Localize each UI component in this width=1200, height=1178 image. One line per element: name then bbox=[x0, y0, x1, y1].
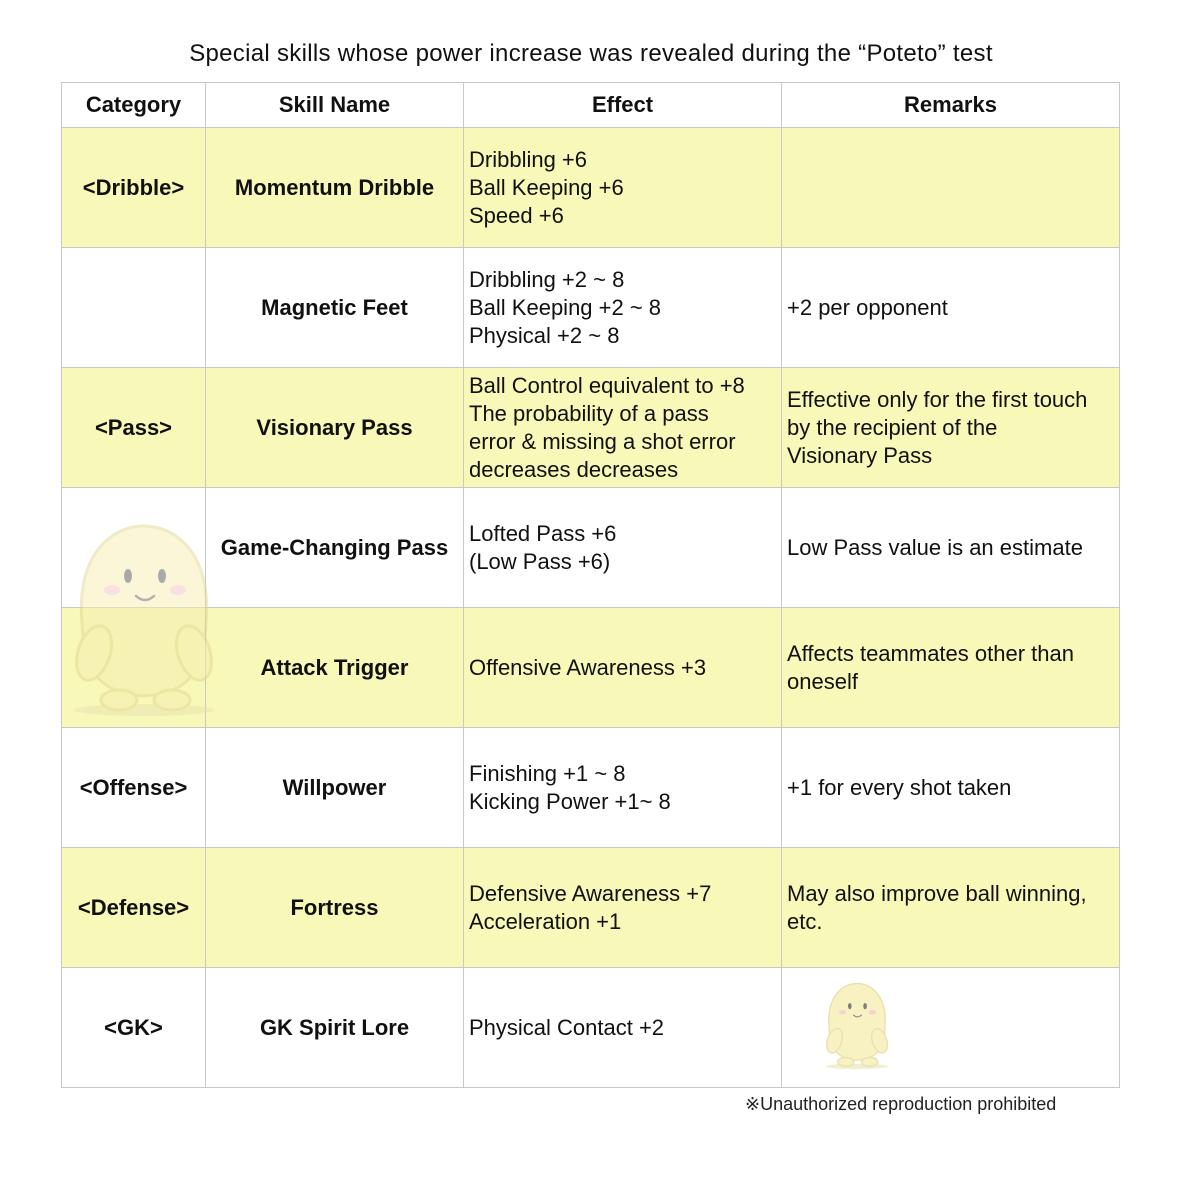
remarks-line: Visionary Pass bbox=[787, 442, 933, 468]
effect-line: Dribbling +6 bbox=[469, 146, 588, 172]
effect-line: Physical +2 ~ 8 bbox=[469, 322, 620, 348]
effect-line: Finishing +1 ~ 8 bbox=[469, 760, 626, 786]
effect-line: Speed +6 bbox=[469, 202, 564, 228]
remarks-line: Affects teammates other than bbox=[787, 640, 1074, 666]
effect-cell bbox=[464, 368, 782, 488]
table-row bbox=[62, 848, 1120, 968]
effect-line: The probability of a pass bbox=[469, 400, 709, 426]
skill-name-cell: Magnetic Feet bbox=[206, 248, 464, 368]
remarks-cell bbox=[782, 728, 1120, 848]
remarks-line: Effective only for the first touch bbox=[787, 386, 1088, 412]
header-skill-name: Skill Name bbox=[206, 83, 464, 128]
effect-line: Ball Keeping +2 ~ 8 bbox=[469, 294, 662, 320]
table-row bbox=[62, 488, 1120, 608]
effect-line: (Low Pass +6) bbox=[469, 548, 611, 574]
skill-name-cell: Attack Trigger bbox=[206, 608, 464, 728]
remarks-line: +2 per opponent bbox=[787, 294, 948, 320]
header-row bbox=[62, 83, 1120, 128]
effect-cell bbox=[464, 128, 782, 248]
skill-name-cell: Game-Changing Pass bbox=[206, 488, 464, 608]
effect-line: Physical Contact +2 bbox=[469, 1014, 665, 1040]
remarks-line: by the recipient of the bbox=[787, 414, 998, 440]
effect-line: Offensive Awareness +3 bbox=[469, 654, 707, 680]
table-row bbox=[62, 368, 1120, 488]
category-cell: <GK> bbox=[62, 968, 206, 1088]
effect-line: Defensive Awareness +7 bbox=[469, 880, 712, 906]
effect-line: Acceleration +1 bbox=[469, 908, 622, 934]
effect-line: decreases decreases bbox=[469, 456, 679, 482]
remarks-cell bbox=[782, 128, 1120, 248]
skill-name-cell: Momentum Dribble bbox=[206, 128, 464, 248]
effect-cell bbox=[464, 488, 782, 608]
remarks-cell bbox=[782, 488, 1120, 608]
effect-line: Dribbling +2 ~ 8 bbox=[469, 266, 625, 292]
category-cell bbox=[62, 248, 206, 368]
effect-line: Ball Control equivalent to +8 bbox=[469, 372, 745, 398]
table-row bbox=[62, 968, 1120, 1088]
effect-line: Lofted Pass +6 bbox=[469, 520, 617, 546]
table-row bbox=[62, 248, 1120, 368]
skill-name-cell: GK Spirit Lore bbox=[206, 968, 464, 1088]
remarks-cell bbox=[782, 848, 1120, 968]
remarks-line: Low Pass value is an estimate bbox=[787, 534, 1083, 560]
table-row bbox=[62, 608, 1120, 728]
effect-cell bbox=[464, 968, 782, 1088]
effect-cell bbox=[464, 248, 782, 368]
category-cell: <Pass> bbox=[62, 368, 206, 488]
skills-table bbox=[61, 82, 1120, 1088]
remarks-cell bbox=[782, 368, 1120, 488]
skill-name-cell: Fortress bbox=[206, 848, 464, 968]
effect-line: Ball Keeping +6 bbox=[469, 174, 624, 200]
category-cell: <Offense> bbox=[62, 728, 206, 848]
effect-cell bbox=[464, 608, 782, 728]
table-row bbox=[62, 728, 1120, 848]
effect-cell bbox=[464, 728, 782, 848]
effect-line: error & missing a shot error bbox=[469, 428, 736, 454]
category-cell bbox=[62, 488, 206, 608]
effect-cell bbox=[464, 848, 782, 968]
table-row bbox=[62, 128, 1120, 248]
remarks-line: oneself bbox=[787, 668, 858, 694]
copyright-note: ※Unauthorized reproduction prohibited bbox=[745, 1094, 1057, 1114]
remarks-cell bbox=[782, 608, 1120, 728]
remarks-cell bbox=[782, 968, 1120, 1088]
header-remarks: Remarks bbox=[782, 83, 1120, 128]
remarks-line: etc. bbox=[787, 908, 823, 934]
header-category: Category bbox=[62, 83, 206, 128]
category-cell: <Dribble> bbox=[62, 128, 206, 248]
remarks-line: May also improve ball winning, bbox=[787, 880, 1087, 906]
page-title: Special skills whose power increase was revealed during the “Poteto” test bbox=[189, 40, 993, 67]
skill-name-cell: Willpower bbox=[206, 728, 464, 848]
effect-line: Kicking Power +1~ 8 bbox=[469, 788, 671, 814]
header-effect: Effect bbox=[464, 83, 782, 128]
remarks-line: +1 for every shot taken bbox=[787, 774, 1012, 800]
table-body bbox=[62, 128, 1120, 1088]
category-cell bbox=[62, 608, 206, 728]
skill-name-cell: Visionary Pass bbox=[206, 368, 464, 488]
category-cell: <Defense> bbox=[62, 848, 206, 968]
remarks-cell bbox=[782, 248, 1120, 368]
